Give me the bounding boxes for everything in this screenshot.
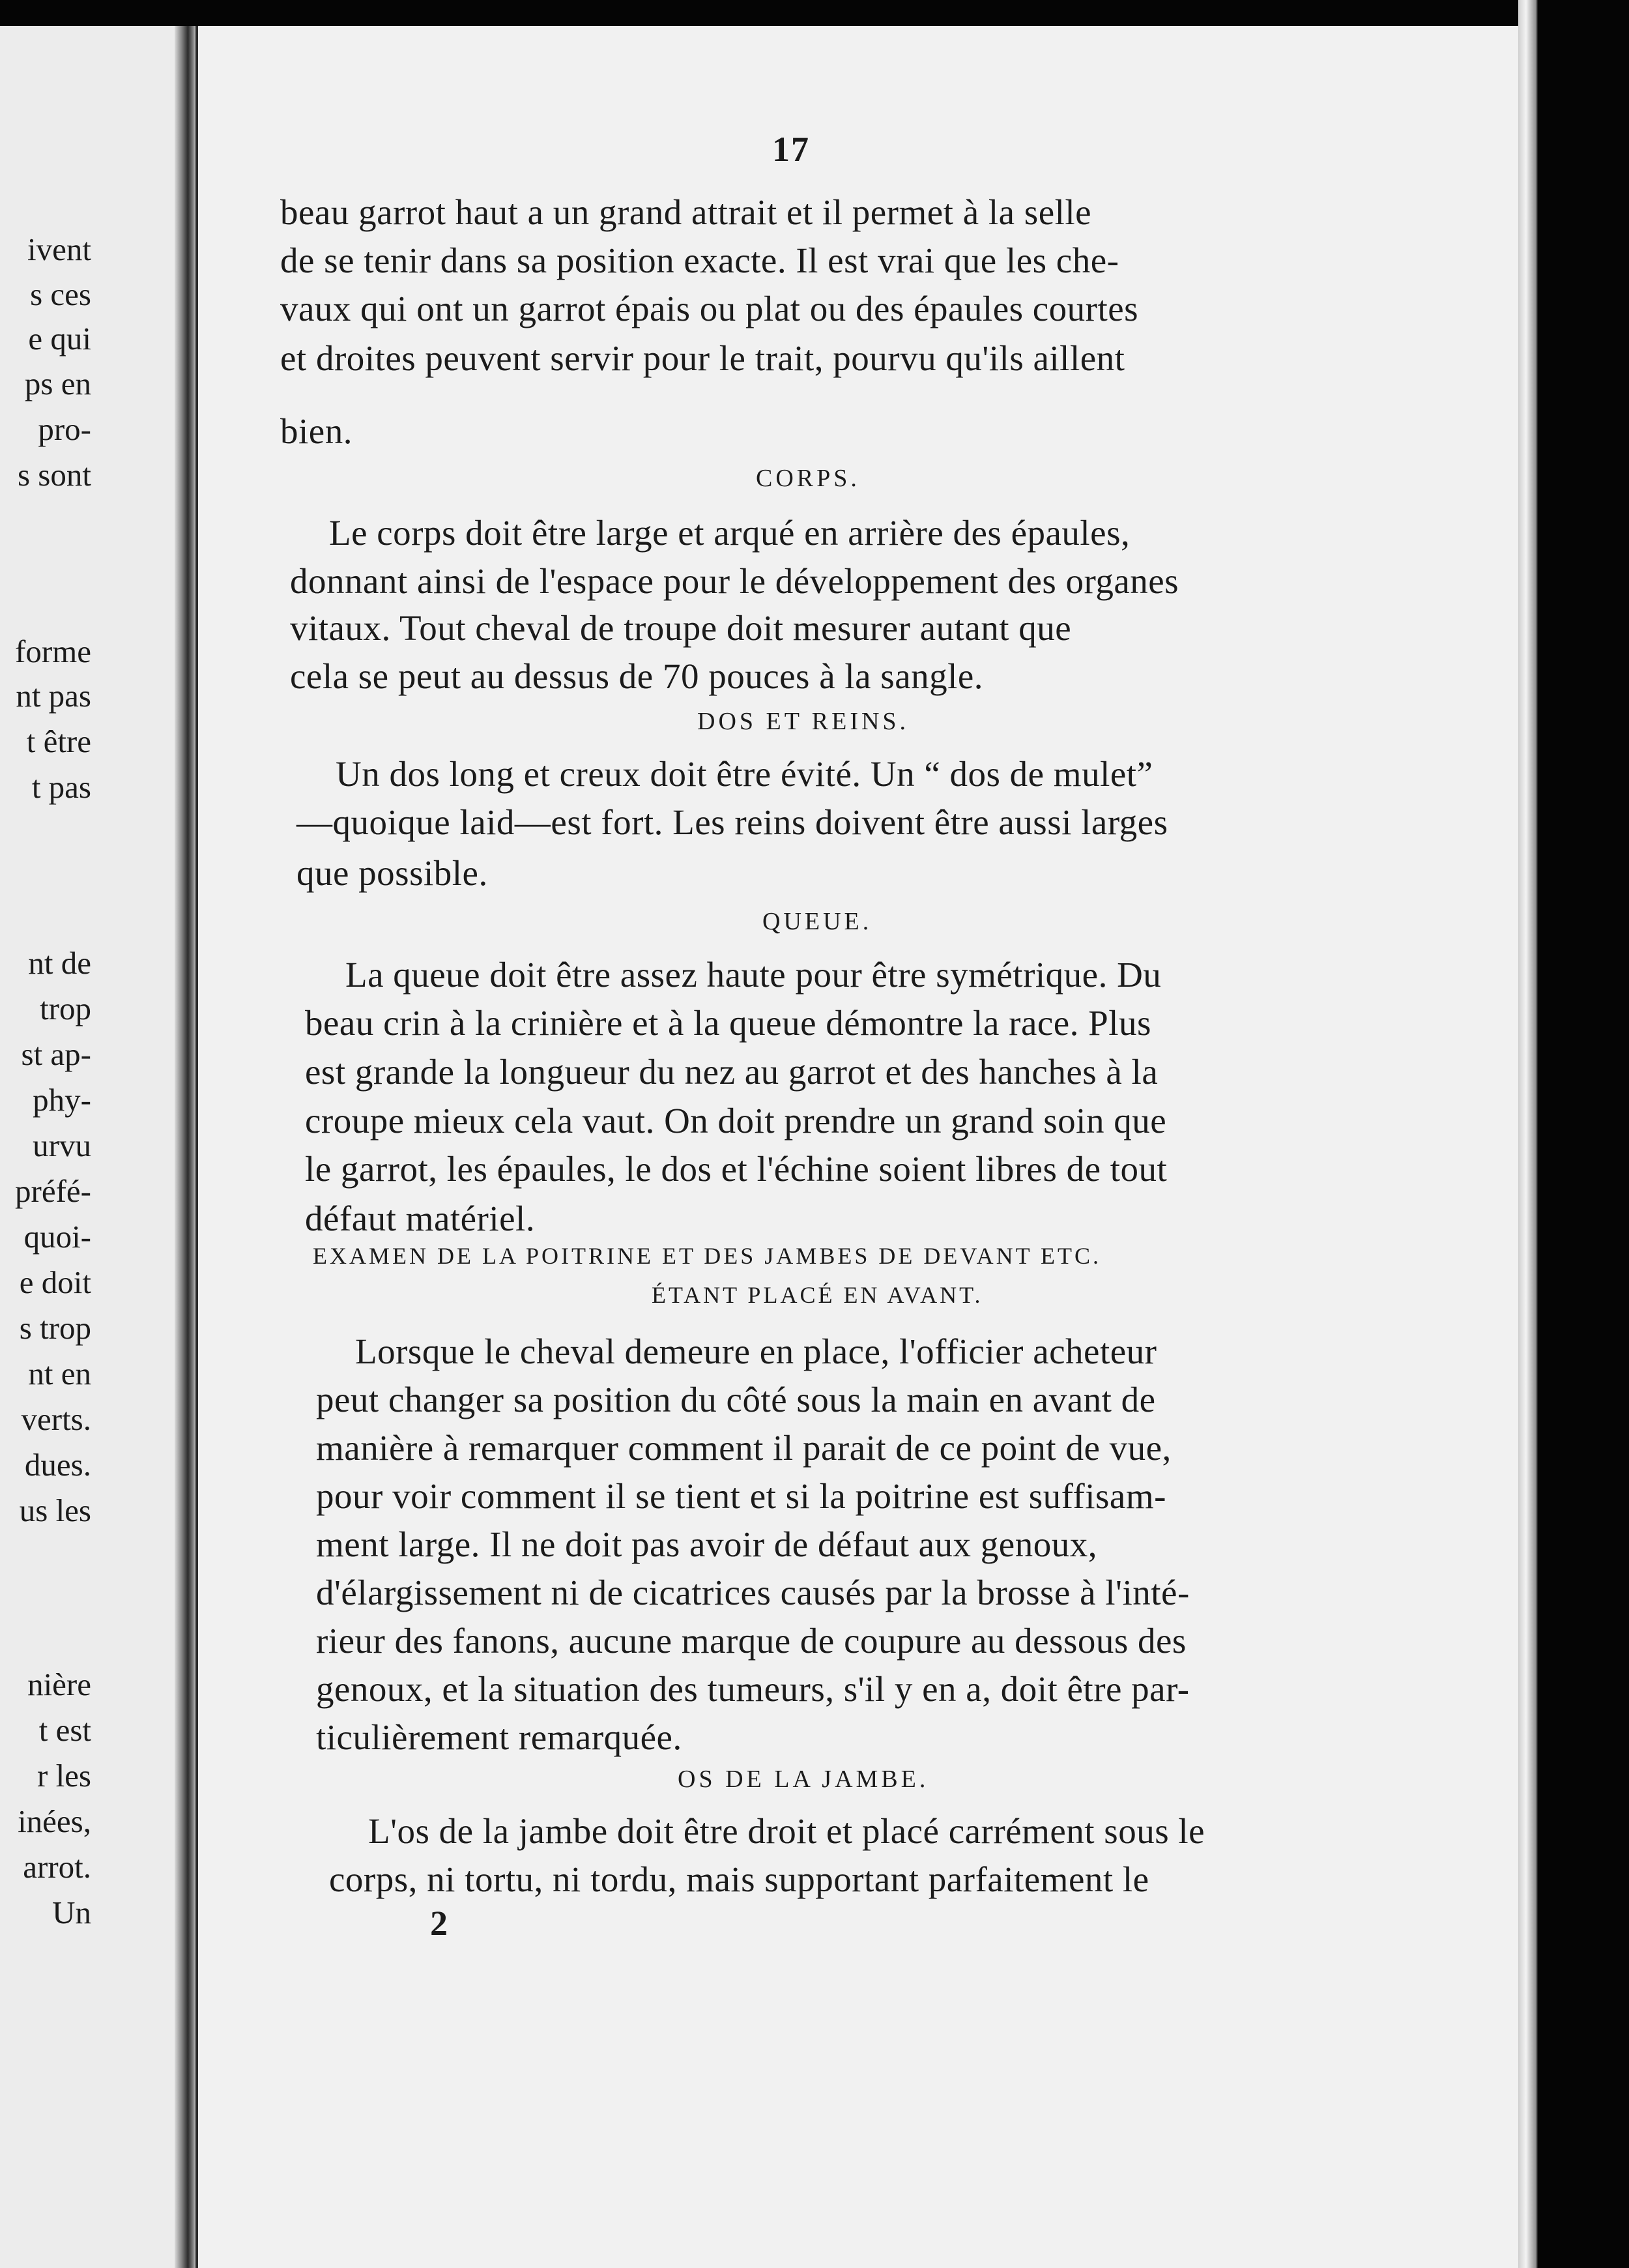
left-line: Un [52,1895,91,1930]
page-edge [1518,0,1538,2268]
text-line: ticulièrement remarquée. [316,1717,682,1757]
left-line: nt de [28,945,91,981]
left-line: r les [37,1758,91,1794]
text-line: vaux qui ont un garrot épais ou plat ou des épaules courtes [280,289,1139,328]
left-line: phy- [33,1082,91,1118]
left-line: st ap- [21,1036,91,1072]
left-line: nt en [28,1356,91,1391]
section-heading-examen: EXAMEN DE LA POITRINE ET DES JAMBES DE DEVANT ETC. [313,1243,1102,1269]
left-line: s trop [19,1310,91,1346]
text-line: que possible. [296,853,488,893]
text-line: peut changer sa position du côté sous la main en avant de [316,1380,1156,1419]
section-heading-examen-sub: ÉTANT PLACÉ EN AVANT. [652,1282,983,1308]
left-line: t est [38,1712,91,1748]
text-line: et droites peuvent servir pour le trait, pourvu qu'ils aillent [280,338,1125,378]
text-line: L'os de la jambe doit être droit et placé carrément sous le [368,1811,1205,1851]
left-line: forme [15,633,91,669]
text-line: pour voir comment il se tient et si la poitrine est suffisam- [316,1476,1166,1516]
page-number: 17 [772,130,810,169]
text-line: le garrot, les épaules, le dos et l'échine soient libres de tout [305,1149,1168,1189]
text-line: beau crin à la crinière et à la queue démontre la race. Plus [305,1003,1151,1043]
section-heading-dos-reins: DOS ET REINS. [697,708,910,735]
book-gutter [175,26,197,2268]
left-line: urvu [33,1127,91,1163]
left-line: arrot. [23,1849,91,1885]
left-line: t être [26,723,91,759]
left-line: dues. [24,1447,91,1483]
left-line: s sont [17,457,91,493]
text-line: genoux, et la situation des tumeurs, s'il y en a, doit être par- [316,1669,1190,1709]
text-line: donnant ainsi de l'espace pour le développement des organes [290,561,1179,601]
text-line: corps, ni tortu, ni tordu, mais supportant parfaitement le [329,1859,1149,1899]
left-line: inées, [18,1803,91,1839]
left-line: us les [19,1492,91,1528]
section-heading-os-jambe: OS DE LA JAMBE. [678,1766,929,1793]
text-line: La queue doit être assez haute pour être symétrique. Du [345,955,1162,995]
text-line: d'élargissement ni de cicatrices causés par la brosse à l'inté- [316,1573,1190,1612]
left-line: préfé- [15,1173,91,1209]
text-line: défaut matériel. [305,1199,536,1238]
text-line: manière à remarquer comment il parait de ce point de vue, [316,1428,1172,1468]
text-line: Lorsque le cheval demeure en place, l'officier acheteur [355,1331,1157,1371]
left-line: ivent [27,231,91,267]
text-line: —quoique laid—est fort. Les reins doivent être aussi larges [296,802,1168,842]
left-line: nt pas [16,678,91,714]
text-line: vitaux. Tout cheval de troupe doit mesurer autant que [290,608,1072,648]
signature-mark: 2 [430,1904,448,1943]
text-line: croupe mieux cela vaut. On doit prendre un grand soin que [305,1101,1167,1141]
section-heading-queue: QUEUE. [762,908,872,935]
text-line: bien. [280,411,353,451]
left-line: ps en [24,366,91,401]
left-line: quoi- [23,1219,91,1255]
left-line: nière [27,1666,91,1702]
left-line: e doit [19,1264,91,1300]
left-line: pro- [38,411,91,447]
text-line: de se tenir dans sa position exacte. Il est vrai que les che- [280,240,1119,280]
text-line: beau garrot haut a un grand attrait et il permet à la selle [280,192,1092,232]
section-heading-corps: CORPS. [756,465,860,492]
left-line: t pas [31,769,91,805]
left-line: s ces [30,276,91,312]
left-line: verts. [21,1401,91,1437]
text-line: Le corps doit être large et arqué en arrière des épaules, [329,513,1131,553]
text-line: rieur des fanons, aucune marque de coupure au dessous des [316,1621,1187,1661]
left-line: e qui [28,321,91,356]
previous-page-fragment [0,26,186,2268]
text-line: cela se peut au dessus de 70 pouces à la sangle. [290,656,984,696]
left-line: trop [40,991,91,1026]
text-line: Un dos long et creux doit être évité. Un “ dos de mulet” [336,754,1153,794]
text-line: est grande la longueur du nez au garrot et des hanches à la [305,1052,1159,1092]
text-line: ment large. Il ne doit pas avoir de défaut aux genoux, [316,1524,1097,1564]
